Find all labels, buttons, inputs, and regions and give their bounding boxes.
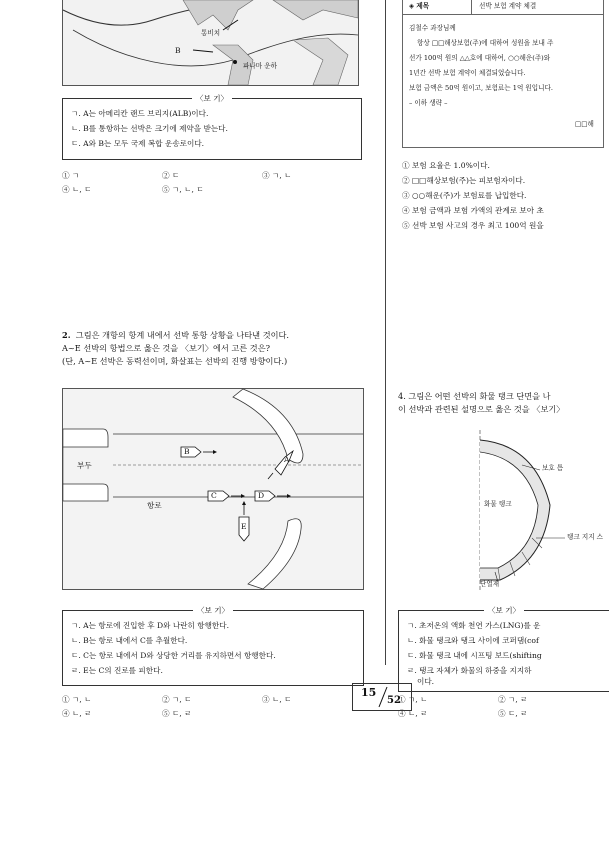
q1-bogi-item: ㄱ. A는 아메리칸 랜드 브리지(ALB)이다. [71, 109, 209, 118]
page-total: 52 [387, 695, 401, 706]
q2-bogi-box [62, 606, 364, 686]
label-insulator: 단열재 [480, 580, 500, 588]
q4-bogi-box [398, 606, 609, 692]
q4-bogi-title: 〈보 기〉 [484, 606, 524, 615]
q1-choice-2[interactable]: ② ㄷ [162, 171, 180, 180]
label-cargo-tank: 화물 탱크 [484, 500, 512, 508]
q3-choice-3[interactable]: ③ ○○해운(주)가 보험료를 납입한다. [402, 191, 527, 200]
doc-line: 항상 □□해상보험(주)에 대하여 성원을 보내 주 [417, 39, 554, 47]
q2-choice-1[interactable]: ① ㄱ, ㄴ [62, 695, 92, 704]
q4-stem-line-1: 4. 그림은 어떤 선박의 화물 탱크 단면을 나 [398, 391, 551, 401]
q4-bogi-item: ㄱ. 초저온의 액화 천연 가스(LNG)를 운 [407, 621, 541, 630]
q3-choice-2[interactable]: ② □□해상보험(주)는 피보험자이다. [402, 176, 526, 185]
q4-choice-1[interactable]: ① ㄱ, ㄴ [398, 695, 428, 704]
q4-bogi-item: ㄷ. 화물 탱크 내에 시프팅 보드(shifting [407, 651, 542, 660]
q2-stem-text: 그림은 개항의 항계 내에서 선박 통항 상황을 나타낸 것이다. [75, 330, 290, 340]
ship-label-a: A [284, 455, 290, 464]
label-insulation: 보호 틈 [542, 464, 564, 472]
q1-choice-3[interactable]: ③ ㄱ, ㄴ [262, 171, 292, 180]
q3-choice-4[interactable]: ④ 보험 금액과 보험 가액의 관계로 보아 초 [402, 206, 544, 215]
q4-choice-2[interactable]: ② ㄱ, ㄹ [498, 695, 528, 704]
doc-line: – 이하 생략 – [409, 99, 448, 107]
page-number-box [352, 683, 412, 711]
q3-choice-1[interactable]: ① 보험 요율은 1.0%이다. [402, 161, 490, 170]
doc-line: 보험 금액은 50억 원이고, 보험료는 1억 원입니다. [409, 84, 554, 92]
q2-bogi-item: ㄷ. C는 항로 내에서 D와 상당한 거리를 유지하면서 항행한다. [71, 651, 276, 660]
q2-bogi-title: 〈보 기〉 [193, 606, 233, 615]
q2-choice-4[interactable]: ④ ㄴ, ㄹ [62, 709, 92, 718]
q2-stem-line-2: A~E 선박의 항법으로 옳은 것을 〈보기〉에서 고른 것은? [62, 343, 271, 353]
q3-insurance-document [402, 0, 604, 148]
doc-signature: □□해 [575, 120, 594, 128]
map-label-canal: 파나마 운하 [243, 62, 277, 70]
q1-bogi-item: ㄴ. B를 통항하는 선박은 크기에 제약을 받는다. [71, 124, 228, 133]
q2-stem-line-3: (단, A~E 선박은 동력선이며, 화살표는 선박의 진행 방향이다.) [62, 356, 288, 366]
q2-choice-3[interactable]: ③ ㄴ, ㄷ [262, 695, 292, 704]
map-label-b: B [175, 46, 181, 55]
pier-label: 부두 [77, 461, 92, 470]
channel-label: 항로 [147, 501, 162, 510]
doc-subject-row [403, 0, 603, 15]
map-label-panama: 통비치 [201, 29, 221, 37]
ship-label-e: E [241, 522, 247, 531]
q2-harbor-figure [62, 388, 364, 590]
q4-choice-5[interactable]: ⑤ ㄷ, ㄹ [498, 709, 528, 718]
ship-label-d: D [258, 491, 265, 500]
ship-label-c: C [211, 491, 217, 500]
q2-bogi-item: ㄱ. A는 항로에 진입한 후 D와 나란히 항행한다. [71, 621, 229, 630]
q1-map-figure [62, 0, 359, 86]
doc-line: 1년간 선박 보험 계약이 체결되었습니다. [409, 69, 526, 77]
q2-bogi-item: ㄴ. B는 항로 내에서 C를 추월한다. [71, 636, 188, 645]
q2-number: 2. [62, 330, 71, 340]
q1-choice-4[interactable]: ④ ㄴ, ㄷ [62, 185, 92, 194]
doc-line: 김철수 과장님께 [409, 24, 456, 32]
q2-stem-line-1 [62, 330, 289, 341]
doc-subject-label: ◈ 제목 [409, 2, 430, 10]
q4-bogi-item: ㄴ. 화물 탱크와 탱크 사이에 코퍼댐(cof [407, 636, 539, 645]
q2-bogi-item: ㄹ. E는 C의 진로를 피한다. [71, 666, 163, 675]
q3-choice-5[interactable]: ⑤ 선박 보험 사고의 경우 최고 100억 원을 [402, 221, 544, 230]
ship-label-b: B [184, 447, 190, 456]
tank-cross-section [440, 430, 595, 590]
q4-stem-line-2: 이 선박과 관련된 설명으로 옳은 것을 〈보기〉 [398, 404, 565, 414]
harbor-diagram [63, 389, 363, 589]
q2-choice-2[interactable]: ② ㄱ, ㄷ [162, 695, 192, 704]
q2-choice-5[interactable]: ⑤ ㄷ, ㄹ [162, 709, 192, 718]
q4-bogi-item: ㄹ. 탱크 자체가 화물의 하중을 지지하 [407, 666, 532, 675]
page-current: 15 [361, 686, 377, 699]
q4-tank-figure [440, 430, 604, 590]
doc-line: 선가 100억 원의 △△호에 대하여, ○○해운(주)와 [409, 54, 551, 62]
q1-bogi-item: ㄷ. A와 B는 모두 국제 복합 운송로이다. [71, 139, 205, 148]
q1-bogi-box [62, 94, 362, 160]
doc-subject: 선박 보험 계약 체결 [479, 2, 537, 10]
q4-choice-4[interactable]: ④ ㄴ, ㄹ [398, 709, 428, 718]
q4-bogi-item: 이다. [417, 677, 435, 686]
label-tank-support: 탱크 지지 스 [567, 533, 604, 541]
q1-choice-1[interactable]: ① ㄱ [62, 171, 80, 180]
q1-choice-5[interactable]: ⑤ ㄱ, ㄴ, ㄷ [162, 185, 204, 194]
column-divider [385, 0, 386, 665]
world-map-graphic [63, 0, 358, 85]
doc-subject-divider [471, 0, 472, 14]
q1-bogi-title: 〈보 기〉 [192, 94, 232, 103]
